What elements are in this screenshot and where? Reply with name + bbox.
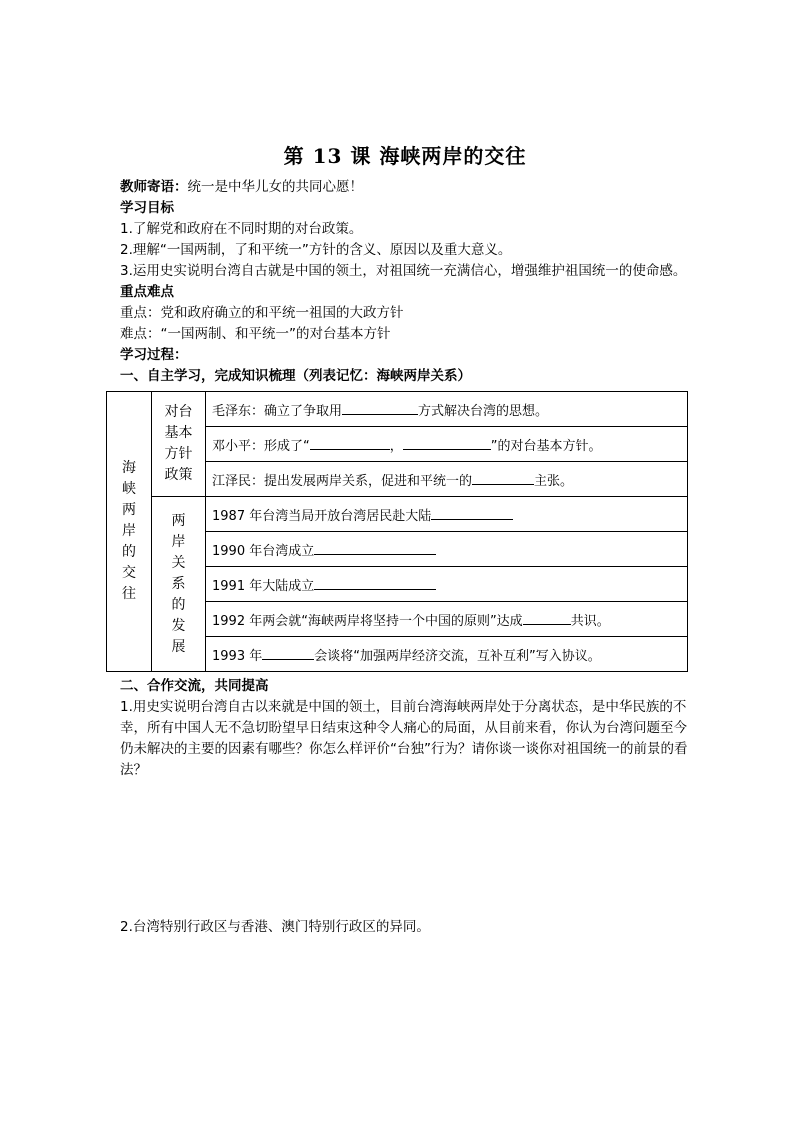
key-heading: 重点难点 bbox=[120, 284, 174, 300]
section1-heading: 一、自主学习，完成知识梳理（列表记忆：海峡两岸关系） bbox=[120, 368, 471, 384]
fill-blank[interactable] bbox=[310, 436, 390, 450]
development-group-label: 两岸关系的发展 bbox=[171, 512, 186, 655]
table-row: 1987 年台湾当局开放台湾居民赴大陆 bbox=[206, 497, 688, 532]
question-2: 2.台湾特别行政区与香港、澳门特别行政区的异同。 bbox=[120, 919, 430, 935]
teacher-note-text: 统一是中华儿女的共同心愿！ bbox=[187, 179, 363, 195]
answer-space-1[interactable] bbox=[120, 781, 690, 917]
table-row: 江泽民：提出发展两岸关系，促进和平统一的 主张。 bbox=[206, 462, 688, 497]
goal-item: 3.运用史实说明台湾自古就是中国的领土，对祖国统一充满信心，增强维护祖国统一的使命感。 bbox=[120, 263, 687, 279]
teacher-note-label: 教师寄语： bbox=[120, 179, 188, 195]
table-main-label: 海峡两岸的交往 bbox=[122, 460, 136, 602]
policy-group-cell bbox=[152, 392, 206, 497]
worksheet-page bbox=[120, 140, 690, 938]
fill-blank[interactable] bbox=[523, 611, 571, 625]
table-row: 1991 年大陆成立 bbox=[206, 567, 688, 602]
fill-blank[interactable] bbox=[262, 646, 314, 660]
goal-item: 1.了解党和政府在不同时期的对台政策。 bbox=[120, 221, 363, 237]
difficult-point: 难点：“一国两制、和平统一”的对台基本方针 bbox=[120, 326, 391, 342]
goals-heading: 学习目标 bbox=[120, 200, 174, 216]
goal-item: 2.理解“一国两制，了和平统一”方针的含义、原因以及重大意义。 bbox=[120, 242, 512, 258]
key-point: 重点：党和政府确立的和平统一祖国的大政方针 bbox=[120, 305, 404, 321]
process-heading: 学习过程： bbox=[120, 347, 188, 363]
fill-blank[interactable] bbox=[314, 541, 436, 555]
table-main-label-cell bbox=[107, 392, 152, 672]
table-row: 毛泽东：确立了争取用 方式解决台湾的思想。 bbox=[206, 392, 688, 427]
table-row: 1992 年两会就“海峡两岸将坚持一个中国的原则”达成 共识。 bbox=[206, 602, 688, 637]
table-row: 1993 年 会谈将“加强两岸经济交流，互补互利”写入协议。 bbox=[206, 637, 688, 672]
fill-blank[interactable] bbox=[403, 436, 491, 450]
fill-blank[interactable] bbox=[472, 471, 534, 485]
fill-blank[interactable] bbox=[314, 576, 436, 590]
question-1: 1.用史实说明台湾自古以来就是中国的领土，目前台湾海峡两岸处于分离状态，是中华民族的不幸，所有中国人无不急切盼望早日结束这种令人痛心的局面，从目前来看，你认为台湾问题至今仍未解决的主要的因素有哪些？你怎么样评价“台独”行为？请你谈一谈你对祖国统一的前景的看法？ bbox=[120, 699, 688, 778]
relations-table bbox=[106, 391, 688, 672]
table-row: 1990 年台湾成立 bbox=[206, 532, 688, 567]
lesson-title: 第 13 课 海峡两岸的交往 bbox=[283, 144, 527, 168]
fill-blank[interactable] bbox=[342, 401, 418, 415]
development-group-cell bbox=[152, 497, 206, 672]
table-row: 邓小平：形成了“ ， ”的对台基本方针。 bbox=[206, 427, 688, 462]
fill-blank[interactable] bbox=[431, 506, 513, 520]
teacher-note bbox=[120, 177, 690, 198]
policy-group-label: 对台基本方针政策 bbox=[164, 404, 193, 483]
section2-heading: 二、合作交流，共同提高 bbox=[120, 678, 269, 694]
